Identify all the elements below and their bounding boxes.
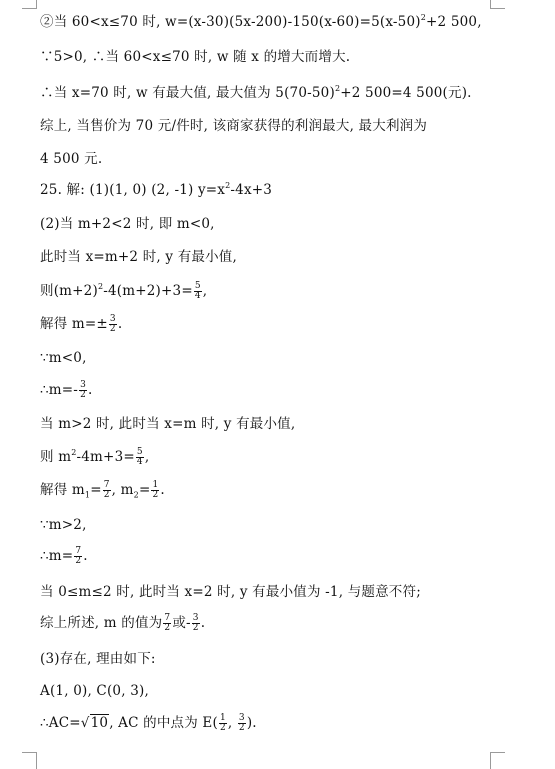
text-line — [40, 282, 207, 301]
text-span: 综上所述, m 的值为 — [40, 615, 163, 631]
text-line — [40, 349, 87, 367]
superscript: 2 — [71, 448, 77, 457]
fraction — [194, 282, 202, 301]
fraction-numerator: 1 — [219, 713, 226, 723]
fraction-denominator: 2 — [164, 623, 171, 633]
page-corner-mark — [22, 0, 37, 9]
text-span: . — [160, 482, 165, 498]
fraction-denominator: 2 — [219, 723, 226, 733]
text-span: , m — [111, 482, 134, 498]
text-span: 此时当 x=m+2 时, y 有最小值, — [40, 249, 238, 265]
text-line — [40, 117, 427, 135]
fraction — [103, 481, 111, 500]
fraction-denominator: 2 — [109, 324, 116, 334]
text-line — [40, 315, 122, 334]
text-span: ∴当 x=70 时, w 有最大值, 最大值为 5(70-50) — [40, 85, 335, 101]
fraction-numerator: 7 — [164, 613, 171, 623]
text-span: +2 500=4 500(元). — [340, 85, 472, 101]
fraction — [109, 315, 117, 334]
fraction — [192, 614, 200, 633]
fraction — [219, 714, 227, 733]
text-span: ∵m>2, — [40, 517, 87, 533]
fraction — [136, 448, 144, 467]
text-line — [40, 516, 87, 534]
text-span: 则(m+2) — [40, 283, 98, 299]
fraction-denominator: 2 — [103, 490, 110, 500]
text-span: , — [144, 449, 150, 465]
text-span: . — [88, 382, 93, 398]
fraction-denominator: 2 — [80, 390, 87, 400]
superscript: 2 — [420, 13, 427, 22]
text-line — [40, 583, 421, 601]
text-span: -4(m+2)+3= — [103, 283, 193, 299]
text-span: ). — [246, 715, 257, 731]
text-span: ②当 60<x≤70 时, w=(x-30)(5x-200)-150(x-60)=5(x-50) — [40, 14, 421, 30]
text-span: , AC 的中点为 E( — [109, 715, 218, 731]
fraction — [238, 714, 246, 733]
text-span: -4m+3= — [76, 449, 135, 465]
fraction-numerator: 3 — [238, 713, 245, 723]
text-line — [40, 181, 272, 199]
text-span: 或- — [172, 615, 191, 631]
text-line — [40, 547, 88, 566]
text-span: . — [200, 615, 206, 631]
text-span: 则 m — [40, 449, 72, 465]
fraction-denominator: 2 — [238, 723, 245, 733]
text-span: +2 500, — [426, 14, 482, 30]
text-line — [40, 650, 156, 668]
text-span: (2)当 m+2<2 时, 即 m<0, — [40, 216, 215, 232]
text-line — [40, 215, 215, 233]
radicand: 10 — [90, 715, 109, 731]
text-line — [40, 481, 165, 505]
text-span: ∴m=- — [40, 382, 79, 398]
fraction — [79, 381, 87, 400]
text-span: , — [202, 283, 208, 299]
text-line — [40, 84, 472, 102]
text-line — [40, 415, 295, 433]
text-span: (3)存在, 理由如下: — [40, 651, 156, 667]
fraction-numerator: 1 — [152, 480, 159, 490]
text-span: , — [227, 715, 237, 731]
text-span: 解得 m=± — [40, 316, 108, 332]
fraction-denominator: 2 — [75, 556, 82, 566]
text-span: 25. 解: (1)(1, 0) (2, -1) y=x — [40, 182, 226, 198]
text-line — [40, 48, 350, 66]
text-span: 当 m>2 时, 此时当 x=m 时, y 有最小值, — [40, 416, 296, 432]
text-line — [40, 13, 482, 31]
fraction-numerator: 3 — [80, 380, 87, 390]
superscript: 2 — [225, 181, 231, 190]
text-line — [40, 714, 257, 733]
fraction — [74, 547, 82, 566]
subscript: 1 — [84, 490, 91, 500]
text-line — [40, 150, 102, 168]
fraction-numerator: 5 — [194, 281, 201, 291]
text-span: 4 500 元. — [40, 151, 103, 167]
text-span: = — [138, 482, 151, 498]
text-span: A(1, 0), C(0, 3), — [40, 683, 149, 699]
fraction — [163, 614, 171, 633]
text-span: . — [117, 316, 123, 332]
page-corner-mark — [490, 752, 505, 769]
text-line — [40, 381, 93, 400]
text-line — [40, 248, 237, 266]
text-line — [40, 614, 205, 633]
text-line — [40, 682, 149, 700]
square-root: √10 — [80, 715, 109, 731]
fraction-numerator: 7 — [103, 480, 110, 490]
text-span: = — [90, 482, 102, 498]
text-span: -4x+3 — [230, 182, 273, 198]
text-span: ∴m= — [40, 548, 74, 564]
text-span: ∵5>0, ∴当 60<x≤70 时, w 随 x 的增大而增大. — [40, 49, 351, 65]
fraction-numerator: 3 — [192, 613, 199, 623]
fraction — [151, 481, 159, 500]
text-span: 综上, 当售价为 70 元/件时, 该商家获得的利润最大, 最大利润为 — [40, 118, 428, 134]
page-corner-mark — [22, 752, 37, 769]
text-line — [40, 448, 149, 467]
fraction-denominator: 4 — [194, 291, 201, 301]
page-corner-mark — [490, 0, 505, 9]
fraction-numerator: 5 — [136, 447, 143, 457]
text-span: ∵m<0, — [40, 350, 87, 366]
superscript: 2 — [97, 282, 104, 291]
fraction-denominator: 4 — [136, 457, 143, 467]
text-span: 解得 m — [40, 482, 85, 498]
fraction-denominator: 2 — [192, 623, 199, 633]
fraction-numerator: 7 — [75, 546, 82, 556]
superscript: 2 — [334, 84, 341, 93]
text-span: ∴AC= — [40, 715, 81, 731]
fraction-denominator: 2 — [152, 490, 159, 500]
fraction-numerator: 3 — [109, 314, 116, 324]
subscript: 2 — [133, 490, 139, 500]
text-span: . — [83, 548, 88, 564]
text-span: 当 0≤m≤2 时, 此时当 x=2 时, y 有最小值为 -1, 与题意不符; — [40, 584, 421, 600]
